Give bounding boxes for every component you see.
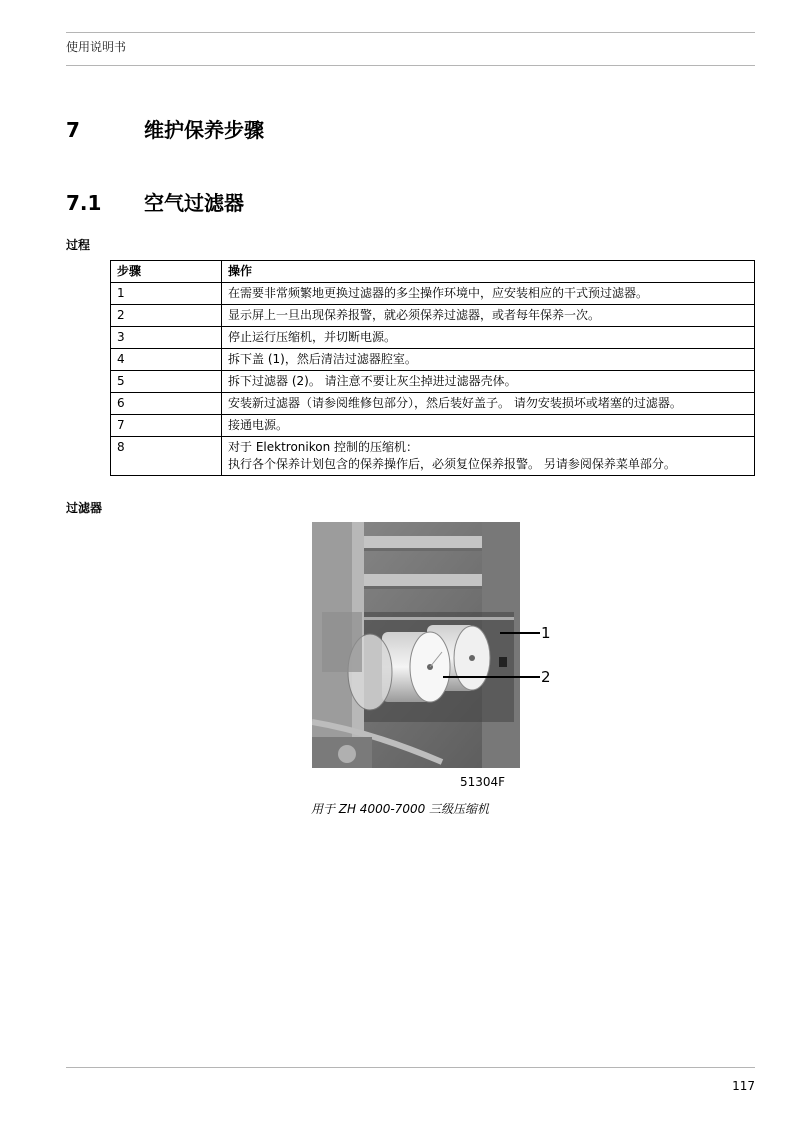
filter-heading: 过滤器 bbox=[66, 501, 103, 515]
step-action: 停止运行压缩机，并切断电源。 bbox=[222, 327, 755, 349]
step-action: 安装新过滤器（请参阅维修包部分），然后装好盖子。 请勿安装损坏或堵塞的过滤器。 bbox=[222, 393, 755, 415]
column-header-step: 步骤 bbox=[111, 261, 222, 283]
section-heading bbox=[66, 187, 244, 216]
step-number: 7 bbox=[111, 415, 222, 437]
header-title: 使用说明书 bbox=[66, 40, 127, 54]
footer-rule bbox=[66, 1067, 755, 1068]
table-row bbox=[111, 349, 755, 371]
step-action-line: 执行各个保养计划包含的保养操作后，必须复位保养报警。 另请参阅保养菜单部分。 bbox=[228, 457, 676, 471]
figure-code: 51304F bbox=[460, 775, 506, 789]
step-number: 5 bbox=[111, 371, 222, 393]
step-action: 在需要非常频繁地更换过滤器的多尘操作环境中，应安装相应的干式预过滤器。 bbox=[222, 283, 755, 305]
table-row bbox=[111, 327, 755, 349]
step-number: 3 bbox=[111, 327, 222, 349]
callout-label-2: 2 bbox=[541, 668, 551, 686]
step-number: 2 bbox=[111, 305, 222, 327]
page-number: 117 bbox=[732, 1079, 755, 1093]
step-number: 6 bbox=[111, 393, 222, 415]
procedure-heading: 过程 bbox=[66, 238, 91, 252]
chapter-heading bbox=[66, 114, 264, 143]
callout-leader bbox=[443, 676, 540, 678]
table-row bbox=[111, 371, 755, 393]
column-header-action: 操作 bbox=[222, 261, 755, 283]
callout-label-1: 1 bbox=[541, 624, 551, 642]
step-action-line: 对于 Elektronikon 控制的压缩机： bbox=[228, 440, 419, 454]
table-row bbox=[111, 415, 755, 437]
step-number: 1 bbox=[111, 283, 222, 305]
step-number: 8 bbox=[111, 437, 222, 476]
table-header-row bbox=[111, 261, 755, 283]
step-action: 拆下过滤器 (2)。 请注意不要让灰尘掉进过滤器壳体。 bbox=[222, 371, 755, 393]
step-number: 4 bbox=[111, 349, 222, 371]
callout-leader bbox=[500, 632, 540, 634]
table-row bbox=[111, 283, 755, 305]
figure-caption: 用于 ZH 4000-7000 三级压缩机 bbox=[310, 802, 490, 816]
table-row bbox=[111, 305, 755, 327]
table-row bbox=[111, 393, 755, 415]
chapter-number: 7 bbox=[66, 118, 80, 142]
step-action: 拆下盖 (1)，然后清洁过滤器腔室。 bbox=[222, 349, 755, 371]
procedure-table bbox=[110, 260, 755, 476]
header-rule bbox=[66, 32, 755, 33]
step-action bbox=[222, 437, 755, 476]
step-action: 接通电源。 bbox=[222, 415, 755, 437]
section-title: 空气过滤器 bbox=[144, 191, 244, 215]
chapter-title: 维护保养步骤 bbox=[144, 118, 264, 142]
air-filter-photo bbox=[312, 522, 520, 768]
section-number: 7.1 bbox=[66, 191, 102, 215]
table-row bbox=[111, 437, 755, 476]
header-rule-bottom bbox=[66, 65, 755, 66]
step-action: 显示屏上一旦出现保养报警，就必须保养过滤器，或者每年保养一次。 bbox=[222, 305, 755, 327]
